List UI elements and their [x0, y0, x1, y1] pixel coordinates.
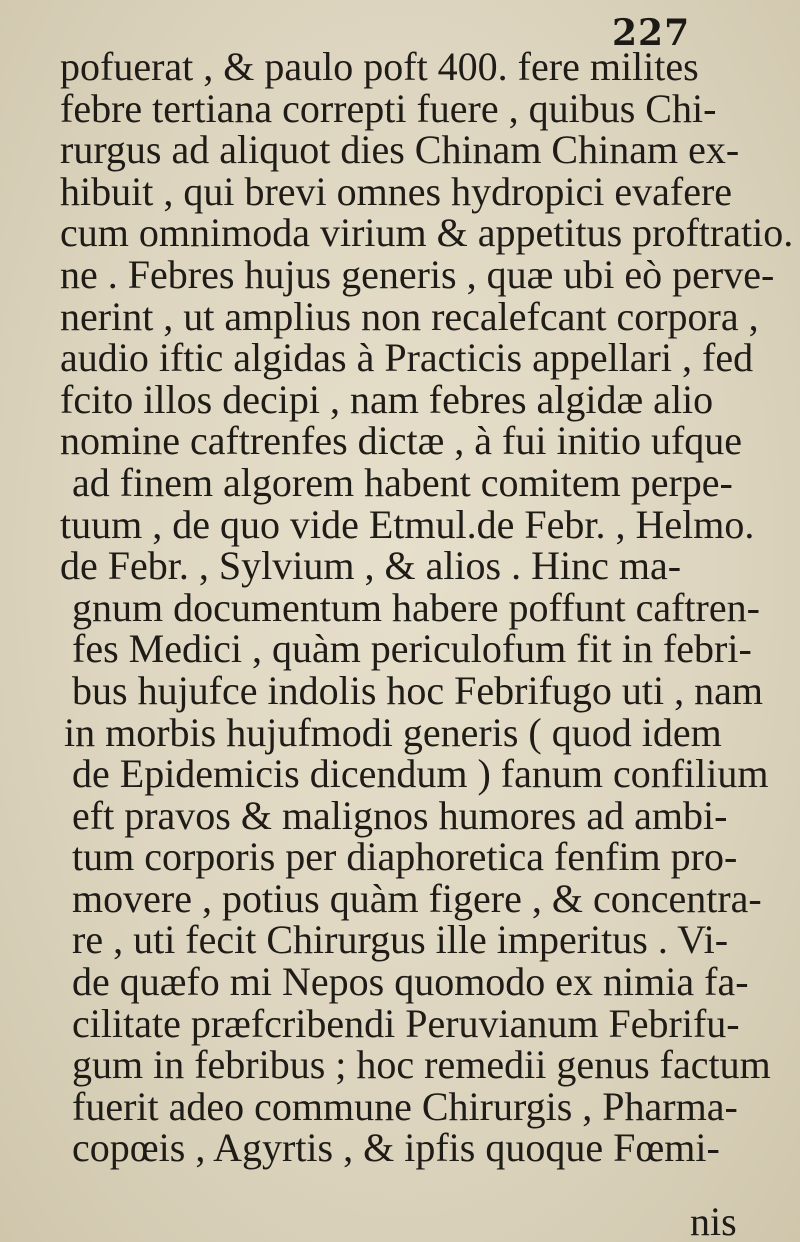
text-line: tuum , de quo vide Etmul.de Febr. , Helmo. [60, 501, 755, 547]
text-line: cilitate præfcribendi Peruvianum Febrifu- [72, 1000, 740, 1046]
text-line: copœis , Agyrtis , & ipfis quoque Fœmi- [72, 1125, 720, 1171]
text-line: movere , potius quàm figere , & concentra- [72, 875, 762, 921]
text-line: ne . Febres hujus generis , quæ ubi eò perve- [60, 251, 775, 297]
text-line: bus hujufce indolis hoc Febrifugo uti , nam [72, 667, 764, 713]
text-line: gum in febribus ; hoc remedii genus factum [72, 1042, 771, 1088]
text-line: hibuit , qui brevi omnes hydropici evafere [60, 168, 733, 214]
text-line: in morbis hujufmodi generis ( quod idem [64, 709, 722, 755]
text-line: febre tertiana correpti fuere , quibus Chi- [60, 85, 717, 131]
text-line: nomine caftrenfes dictæ , à fui initio ufque [60, 418, 743, 464]
text-line: pofuerat , & paulo poft 400. fere milites [60, 44, 699, 89]
text-line: de quæfo mi Nepos quomodo ex nimia fa- [72, 959, 749, 1005]
text-line: gnum documentum habere poffunt caftren- [72, 584, 760, 630]
text-line: de Epidemicis dicendum ) fanum confilium [72, 751, 769, 797]
text-line: fes Medici , quàm periculofum fit in febri- [72, 626, 752, 672]
text-line: fuerit adeo commune Chirurgis , Pharma- [72, 1083, 738, 1129]
text-line: de Febr. , Sylvium , & alios . Hinc ma- [60, 543, 682, 589]
body-text [60, 46, 800, 1169]
catchword: nis [690, 1199, 737, 1242]
text-line: ad finem algorem habent comitem perpe- [72, 459, 733, 505]
text-line: re , uti fecit Chirurgus ille imperitus . Vi- [72, 917, 729, 963]
text-line: tum corporis per diaphoretica fenfim pro- [72, 834, 738, 880]
text-line: audio iftic algidas à Practicis appellari , fed [60, 335, 754, 381]
text-line: cum omnimoda virium & appetitus proftratio. [60, 210, 794, 256]
text-line: fcito illos decipi , nam febres algidæ alio [60, 376, 714, 422]
text-line: rurgus ad aliquot dies Chinam Chinam ex- [60, 127, 740, 173]
page-number: 227 [612, 12, 691, 54]
text-line: nerint , ut amplius non recalefcant corpora , [60, 293, 759, 339]
text-line: eft pravos & malignos humores ad ambi- [72, 792, 728, 838]
